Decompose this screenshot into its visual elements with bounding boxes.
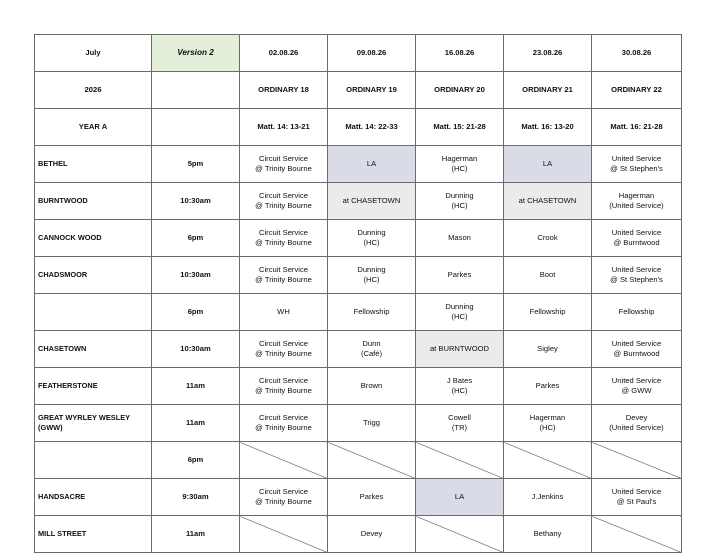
empty-cell — [152, 109, 240, 146]
preacher-note: (HC) — [539, 423, 556, 432]
no-service-cell — [240, 442, 328, 479]
preacher-line: Bethany — [533, 529, 562, 538]
preacher-line: Circuit Service — [259, 413, 308, 422]
preacher-line: Parkes — [447, 270, 472, 279]
preacher-cell — [504, 516, 592, 553]
preacher-cell — [240, 146, 328, 183]
preacher-note: (TR) — [451, 423, 468, 432]
preacher-note: @ St Stephen's — [610, 275, 663, 284]
preacher-line: Circuit Service — [259, 228, 308, 237]
year-label: 2026 — [35, 72, 152, 109]
preacher-cell — [504, 146, 592, 183]
preacher-line: Fellowship — [353, 307, 390, 316]
church-name: FEATHERSTONE — [35, 368, 152, 405]
preacher-line: Circuit Service — [259, 191, 308, 200]
preacher-line: Circuit Service — [259, 339, 308, 348]
preacher-line: Circuit Service — [259, 376, 308, 385]
preacher-note: (HC) — [451, 386, 468, 395]
preacher-line: Hagerman — [529, 413, 566, 422]
preacher-note: (HC) — [363, 275, 380, 284]
service-row — [35, 220, 682, 257]
preacher-line: Brown — [360, 381, 383, 390]
preacher-note: (HC) — [451, 312, 468, 321]
service-time: 10:30am — [152, 331, 240, 368]
preacher-line: Parkes — [359, 492, 384, 501]
preacher-note: @ Burntwood — [613, 349, 660, 358]
preacher-line: Dunning — [357, 265, 386, 274]
no-service-cell — [416, 442, 504, 479]
church-name: MILL STREET — [35, 516, 152, 553]
preacher-note: @ GWW — [621, 386, 652, 395]
header-row-readings — [35, 109, 682, 146]
no-service-cell — [416, 516, 504, 553]
preacher-line: at BURNTWOOD — [429, 344, 490, 353]
no-service-cell — [504, 442, 592, 479]
preacher-line: United Service — [611, 487, 662, 496]
preacher-line: J Bates — [446, 376, 473, 385]
preacher-cell — [416, 294, 504, 331]
preacher-cell — [240, 220, 328, 257]
preacher-line: Cowell — [448, 413, 471, 422]
preacher-line: Trigg — [362, 418, 381, 427]
service-row — [35, 146, 682, 183]
preacher-line: Parkes — [535, 381, 560, 390]
no-service-cell — [592, 442, 682, 479]
preacher-line: Fellowship — [618, 307, 655, 316]
preacher-line: United Service — [611, 228, 662, 237]
preacher-cell — [504, 405, 592, 442]
service-time: 10:30am — [152, 183, 240, 220]
preacher-cell — [592, 220, 682, 257]
preacher-cell — [504, 257, 592, 294]
preacher-cell — [240, 368, 328, 405]
preacher-line: Circuit Service — [259, 265, 308, 274]
church-name: CHASETOWN — [35, 331, 152, 368]
preacher-cell — [328, 183, 416, 220]
preaching-plan-table — [34, 34, 682, 553]
preacher-cell — [328, 516, 416, 553]
preacher-cell — [328, 405, 416, 442]
preacher-line: Fellowship — [529, 307, 566, 316]
preacher-line: United Service — [611, 265, 662, 274]
preacher-line: Dunning — [445, 302, 474, 311]
date-header: 23.08.26 — [504, 35, 592, 72]
reading-header: Matt. 16: 13-20 — [504, 109, 592, 146]
church-name: HANDSACRE — [35, 479, 152, 516]
service-time: 5pm — [152, 146, 240, 183]
preacher-line: Devey — [360, 529, 383, 538]
preacher-cell — [504, 294, 592, 331]
month-label: July — [35, 35, 152, 72]
preacher-cell — [416, 405, 504, 442]
preacher-cell — [592, 368, 682, 405]
no-service-cell — [240, 516, 328, 553]
service-time: 10:30am — [152, 257, 240, 294]
preacher-note: (HC) — [451, 164, 468, 173]
preacher-cell — [328, 368, 416, 405]
preacher-note: @ St Stephen's — [610, 164, 663, 173]
preacher-cell — [592, 331, 682, 368]
reading-header: Matt. 16: 21-28 — [592, 109, 682, 146]
preacher-line: Dunning — [445, 191, 474, 200]
church-name: BURNTWOOD — [35, 183, 152, 220]
reading-header: Matt. 14: 13-21 — [240, 109, 328, 146]
church-name: CANNOCK WOOD — [35, 220, 152, 257]
preacher-note: @ Trinity Bourne — [255, 349, 312, 358]
preacher-line: J.Jenkins — [531, 492, 564, 501]
preacher-cell — [240, 183, 328, 220]
service-time: 6pm — [152, 442, 240, 479]
preacher-cell — [416, 183, 504, 220]
preacher-line: Mason — [448, 233, 471, 242]
preacher-line: Circuit Service — [259, 487, 308, 496]
service-time: 9:30am — [152, 479, 240, 516]
preacher-line: Dunn — [362, 339, 381, 348]
preacher-line: Crook — [537, 233, 558, 242]
preacher-note: (HC) — [363, 238, 380, 247]
preacher-cell — [592, 479, 682, 516]
service-row — [35, 479, 682, 516]
preacher-cell — [504, 220, 592, 257]
preacher-line: at CHASETOWN — [342, 196, 401, 205]
preacher-cell — [416, 368, 504, 405]
no-service-cell — [592, 516, 682, 553]
preacher-cell — [592, 257, 682, 294]
preacher-line: Hagerman — [618, 191, 655, 200]
no-service-cell — [328, 442, 416, 479]
service-row — [35, 183, 682, 220]
preacher-cell — [328, 220, 416, 257]
preacher-cell — [416, 331, 504, 368]
preacher-line: Devey — [625, 413, 648, 422]
preacher-cell — [240, 405, 328, 442]
reading-header: Matt. 14: 22-33 — [328, 109, 416, 146]
header-row-dates — [35, 35, 682, 72]
preacher-note: @ Trinity Bourne — [255, 201, 312, 210]
service-time: 6pm — [152, 220, 240, 257]
preacher-line: LA — [542, 159, 553, 168]
preacher-note: @ Trinity Bourne — [255, 238, 312, 247]
preacher-cell — [240, 257, 328, 294]
sunday-header: ORDINARY 21 — [504, 72, 592, 109]
preacher-line: Hagerman — [441, 154, 478, 163]
church-name — [35, 442, 152, 479]
version-label: Version 2 — [152, 35, 240, 72]
service-row — [35, 368, 682, 405]
service-time: 11am — [152, 405, 240, 442]
preacher-cell — [504, 331, 592, 368]
preacher-line: LA — [454, 492, 465, 501]
church-name — [35, 294, 152, 331]
preacher-note: @ Trinity Bourne — [255, 275, 312, 284]
preacher-note: (United Service) — [609, 423, 664, 432]
preacher-note: @ Trinity Bourne — [255, 386, 312, 395]
preacher-note: @ St Paul's — [616, 497, 657, 506]
preacher-cell — [504, 368, 592, 405]
reading-header: Matt. 15: 21-28 — [416, 109, 504, 146]
service-time: 11am — [152, 516, 240, 553]
preacher-cell — [328, 294, 416, 331]
empty-cell — [152, 72, 240, 109]
service-row — [35, 331, 682, 368]
service-time: 6pm — [152, 294, 240, 331]
preacher-cell — [416, 479, 504, 516]
sunday-header: ORDINARY 19 — [328, 72, 416, 109]
date-header: 02.08.26 — [240, 35, 328, 72]
date-header: 16.08.26 — [416, 35, 504, 72]
preacher-cell — [592, 183, 682, 220]
church-name: GREAT WYRLEY WESLEY (GWW) — [35, 405, 152, 442]
church-name: CHADSMOOR — [35, 257, 152, 294]
preacher-line: United Service — [611, 376, 662, 385]
preacher-cell — [240, 331, 328, 368]
preacher-note: @ Trinity Bourne — [255, 164, 312, 173]
service-row — [35, 294, 682, 331]
preacher-note: (Café) — [360, 349, 383, 358]
preaching-plan-sheet — [34, 34, 682, 553]
preacher-line: United Service — [611, 339, 662, 348]
preacher-note: (HC) — [451, 201, 468, 210]
date-header: 09.08.26 — [328, 35, 416, 72]
service-row — [35, 442, 682, 479]
preacher-line: WH — [277, 307, 290, 316]
preacher-line: Circuit Service — [259, 154, 308, 163]
preacher-cell — [592, 146, 682, 183]
preacher-cell — [240, 294, 328, 331]
preacher-note: (United Service) — [609, 201, 664, 210]
preacher-line: Boot — [539, 270, 556, 279]
sunday-header: ORDINARY 20 — [416, 72, 504, 109]
preacher-line: Sigley — [537, 344, 558, 353]
preacher-cell — [416, 146, 504, 183]
service-row — [35, 405, 682, 442]
preacher-cell — [592, 405, 682, 442]
header-row-sundays — [35, 72, 682, 109]
preacher-cell — [592, 294, 682, 331]
preacher-cell — [416, 257, 504, 294]
sunday-header: ORDINARY 22 — [592, 72, 682, 109]
preacher-note: @ Trinity Bourne — [255, 497, 312, 506]
sunday-header: ORDINARY 18 — [240, 72, 328, 109]
preacher-cell — [504, 183, 592, 220]
service-time: 11am — [152, 368, 240, 405]
preacher-cell — [328, 331, 416, 368]
preacher-cell — [328, 479, 416, 516]
service-row — [35, 516, 682, 553]
preacher-cell — [328, 257, 416, 294]
preacher-note: @ Trinity Bourne — [255, 423, 312, 432]
preacher-note: @ Burntwood — [613, 238, 660, 247]
preacher-line: LA — [366, 159, 377, 168]
preacher-cell — [328, 146, 416, 183]
preacher-line: United Service — [611, 154, 662, 163]
preacher-line: Dunning — [357, 228, 386, 237]
date-header: 30.08.26 — [592, 35, 682, 72]
preacher-cell — [416, 220, 504, 257]
service-row — [35, 257, 682, 294]
church-name: BETHEL — [35, 146, 152, 183]
preacher-cell — [240, 479, 328, 516]
preacher-line: at CHASETOWN — [518, 196, 577, 205]
lectionary-year-label: YEAR A — [35, 109, 152, 146]
preacher-cell — [504, 479, 592, 516]
